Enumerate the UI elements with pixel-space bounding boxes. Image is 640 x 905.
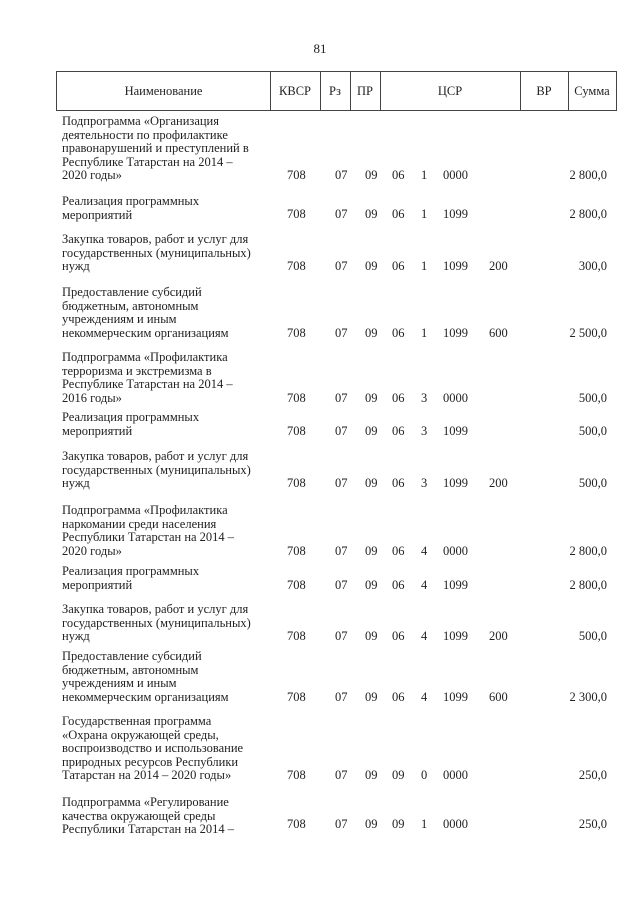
vr-cell: 600: [489, 326, 508, 340]
csr-subprogram-cell: 0: [421, 768, 428, 782]
sum-cell: 300,0: [578, 259, 607, 273]
csr-direction-cell: 0000: [443, 817, 468, 831]
header-sum: Сумма: [574, 84, 610, 98]
rz-cell: 07: [335, 207, 348, 221]
csr-program-cell: 06: [392, 207, 405, 221]
rz-cell: 07: [335, 391, 348, 405]
csr-direction-cell: 0000: [443, 544, 468, 558]
kvsr-cell: 708: [287, 544, 306, 558]
csr-subprogram-cell: 1: [421, 207, 428, 221]
sum-cell: 500,0: [578, 391, 607, 405]
row-name: Подпрограмма «Регулирование качества окружающей среды Республики Татарстан на 2014 –: [62, 795, 235, 836]
csr-direction-cell: 1099: [443, 424, 468, 438]
vr-cell: 200: [489, 476, 508, 490]
row-name: Подпрограмма «Профилактика терроризма и экстремизма в Республике Татарстан на 2014 – 2016 годы»: [62, 350, 233, 405]
pr-cell: 09: [365, 578, 378, 592]
kvsr-cell: 708: [287, 207, 306, 221]
csr-subprogram-cell: 4: [421, 690, 428, 704]
pr-cell: 09: [365, 690, 378, 704]
vr-cell: 200: [489, 629, 508, 643]
rz-cell: 07: [335, 476, 348, 490]
kvsr-cell: 708: [287, 476, 306, 490]
kvsr-cell: 708: [287, 259, 306, 273]
sum-cell: 2 300,0: [569, 690, 607, 704]
csr-program-cell: 09: [392, 817, 405, 831]
csr-subprogram-cell: 3: [421, 391, 428, 405]
sum-cell: 500,0: [578, 476, 607, 490]
sum-cell: 2 800,0: [569, 544, 607, 558]
pr-cell: 09: [365, 424, 378, 438]
row-name: Предоставление субсидий бюджетным, автономным учреждениям и иным некоммерческим организациям: [62, 649, 229, 704]
rz-cell: 07: [335, 768, 348, 782]
csr-direction-cell: 1099: [443, 326, 468, 340]
kvsr-cell: 708: [287, 168, 306, 182]
csr-program-cell: 06: [392, 259, 405, 273]
row-name: Закупка товаров, работ и услуг для государственных (муниципальных) нужд: [62, 232, 251, 273]
kvsr-cell: 708: [287, 690, 306, 704]
sum-cell: 2 800,0: [569, 168, 607, 182]
kvsr-cell: 708: [287, 424, 306, 438]
header-rz: Рз: [329, 84, 341, 98]
csr-direction-cell: 0000: [443, 391, 468, 405]
vr-cell: 200: [489, 259, 508, 273]
sum-cell: 500,0: [578, 629, 607, 643]
sum-cell: 500,0: [578, 424, 607, 438]
csr-direction-cell: 1099: [443, 259, 468, 273]
kvsr-cell: 708: [287, 578, 306, 592]
sum-cell: 2 800,0: [569, 207, 607, 221]
header-vr: ВР: [536, 84, 552, 98]
csr-subprogram-cell: 4: [421, 544, 428, 558]
csr-direction-cell: 1099: [443, 476, 468, 490]
csr-subprogram-cell: 4: [421, 629, 428, 643]
pr-cell: 09: [365, 629, 378, 643]
row-name: Предоставление субсидий бюджетным, автономным учреждениям и иным некоммерческим организациям: [62, 285, 229, 340]
csr-program-cell: 06: [392, 578, 405, 592]
row-name: Реализация программных мероприятий: [62, 410, 200, 438]
csr-subprogram-cell: 3: [421, 476, 428, 490]
rz-cell: 07: [335, 424, 348, 438]
pr-cell: 09: [365, 768, 378, 782]
csr-direction-cell: 0000: [443, 768, 468, 782]
csr-direction-cell: 0000: [443, 168, 468, 182]
csr-direction-cell: 1099: [443, 629, 468, 643]
pr-cell: 09: [365, 168, 378, 182]
csr-subprogram-cell: 1: [421, 168, 428, 182]
csr-direction-cell: 1099: [443, 207, 468, 221]
csr-subprogram-cell: 1: [421, 259, 428, 273]
csr-direction-cell: 1099: [443, 578, 468, 592]
kvsr-cell: 708: [287, 326, 306, 340]
row-name: Подпрограмма «Профилактика наркомании среди населения Республики Татарстан на 2014 – 2020 годы»: [62, 503, 235, 558]
rz-cell: 07: [335, 690, 348, 704]
sum-cell: 250,0: [578, 817, 607, 831]
rz-cell: 07: [335, 168, 348, 182]
rz-cell: 07: [335, 259, 348, 273]
csr-program-cell: 06: [392, 424, 405, 438]
csr-program-cell: 06: [392, 629, 405, 643]
rz-cell: 07: [335, 326, 348, 340]
csr-program-cell: 06: [392, 391, 405, 405]
header-csr: ЦСР: [437, 84, 463, 98]
pr-cell: 09: [365, 817, 378, 831]
csr-program-cell: 06: [392, 168, 405, 182]
row-name: Подпрограмма «Организация деятельности по профилактике правонарушений и преступлений в Республике Татарстан на 2014 – 2020 годы»: [62, 114, 249, 182]
row-name: Реализация программных мероприятий: [62, 194, 200, 222]
csr-program-cell: 09: [392, 768, 405, 782]
rz-cell: 07: [335, 817, 348, 831]
pr-cell: 09: [365, 476, 378, 490]
csr-program-cell: 06: [392, 690, 405, 704]
pr-cell: 09: [365, 326, 378, 340]
table-header: [56, 71, 617, 111]
kvsr-cell: 708: [287, 629, 306, 643]
pr-cell: 09: [365, 544, 378, 558]
row-name: Реализация программных мероприятий: [62, 564, 200, 592]
pr-cell: 09: [365, 259, 378, 273]
sum-cell: 2 800,0: [569, 578, 607, 592]
csr-subprogram-cell: 1: [421, 326, 428, 340]
rz-cell: 07: [335, 578, 348, 592]
row-name: Закупка товаров, работ и услуг для государственных (муниципальных) нужд: [62, 602, 251, 643]
sum-cell: 250,0: [578, 768, 607, 782]
rz-cell: 07: [335, 544, 348, 558]
csr-program-cell: 06: [392, 326, 405, 340]
kvsr-cell: 708: [287, 817, 306, 831]
pr-cell: 09: [365, 207, 378, 221]
row-name: Закупка товаров, работ и услуг для государственных (муниципальных) нужд: [62, 449, 251, 490]
csr-program-cell: 06: [392, 476, 405, 490]
csr-subprogram-cell: 1: [421, 817, 428, 831]
csr-program-cell: 06: [392, 544, 405, 558]
vr-cell: 600: [489, 690, 508, 704]
csr-subprogram-cell: 4: [421, 578, 428, 592]
header-pr: ПР: [357, 84, 373, 98]
row-name: Государственная программа «Охрана окружающей среды, воспроизводство и использование природных ресурсов Республики Татарстан на 2014 – 2020 годы»: [62, 714, 244, 782]
sum-cell: 2 500,0: [569, 326, 607, 340]
page-number: 81: [313, 41, 327, 56]
header-name: Наименование: [124, 84, 203, 98]
rz-cell: 07: [335, 629, 348, 643]
pr-cell: 09: [365, 391, 378, 405]
kvsr-cell: 708: [287, 768, 306, 782]
csr-subprogram-cell: 3: [421, 424, 428, 438]
kvsr-cell: 708: [287, 391, 306, 405]
csr-direction-cell: 1099: [443, 690, 468, 704]
header-kvsr: КВСР: [279, 84, 311, 98]
